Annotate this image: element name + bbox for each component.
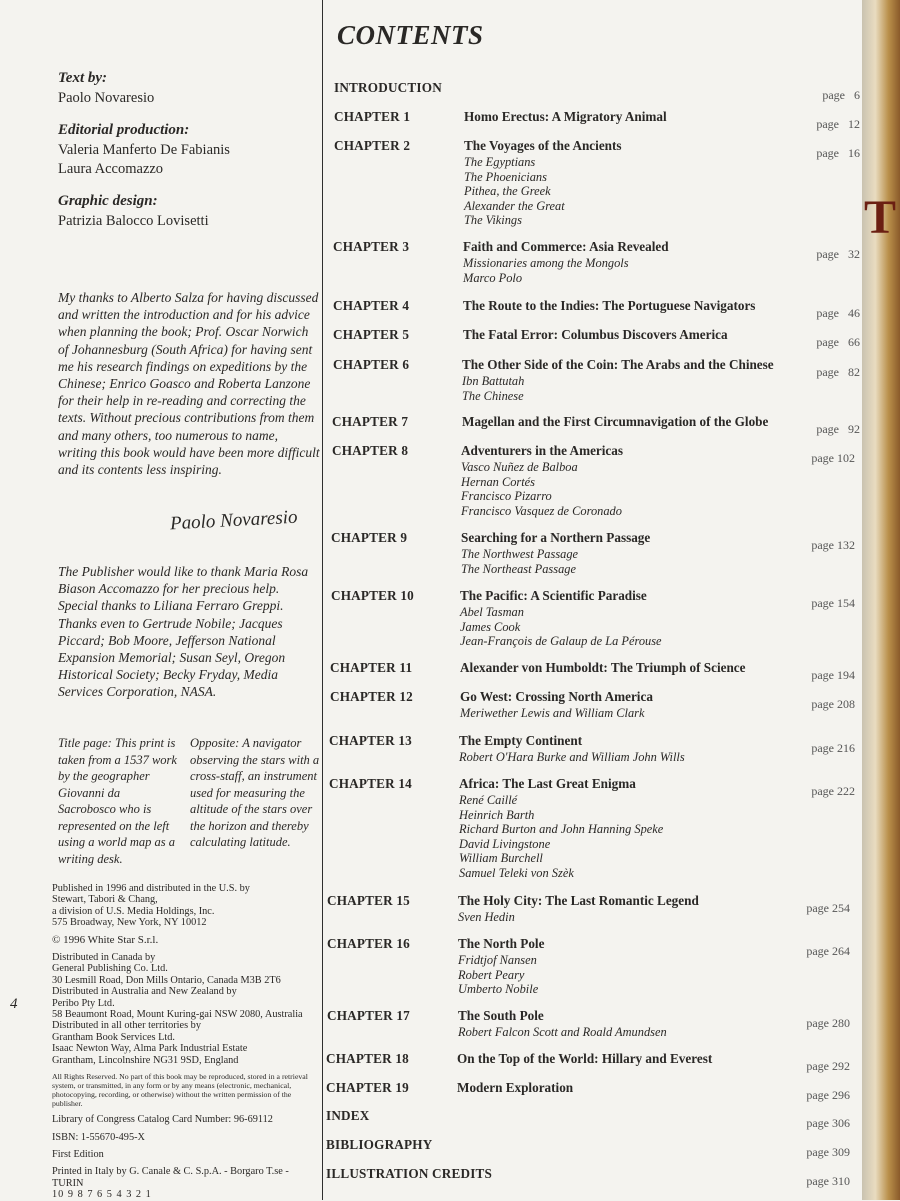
toc-page-number: page 310 xyxy=(806,1174,850,1188)
toc-entry-title: Africa: The Last Great Enigma xyxy=(459,776,636,791)
toc-subtitle: Robert Falcon Scott and Roald Amundsen xyxy=(458,1025,667,1039)
toc-entry-label: CHAPTER 1 xyxy=(334,109,411,124)
toc-entry-label: CHAPTER 9 xyxy=(331,530,408,545)
isbn: ISBN: 1-55670-495-X xyxy=(52,1131,145,1143)
toc-entry-title: Magellan and the First Circumnavigation of the Globe xyxy=(462,414,769,429)
toc-entry-subtitles xyxy=(458,910,515,925)
toc-entry-label: CHAPTER 12 xyxy=(330,689,413,704)
toc-entry-label: CHAPTER 3 xyxy=(333,239,410,254)
toc-subtitle: Hernan Cortés xyxy=(461,474,535,489)
toc-entry-label: CHAPTER 19 xyxy=(326,1080,409,1095)
toc-page-number: page 216 xyxy=(811,741,855,755)
page-number: 4 xyxy=(10,996,18,1012)
credit-heading: Editorial production: xyxy=(58,122,190,138)
toc-entry-title: The Other Side of the Coin: The Arabs and the Chinese xyxy=(462,357,774,372)
toc-entry-title: Alexander von Humboldt: The Triumph of Science xyxy=(460,660,746,675)
pub-line: General Publishing Co. Ltd. xyxy=(52,963,168,975)
pub-line: Grantham Book Services Ltd. xyxy=(52,1031,175,1043)
toc-subtitle: James Cook xyxy=(460,619,521,634)
toc-subtitle: Samuel Teleki von Szèk xyxy=(459,865,574,880)
lccn: Library of Congress Catalog Card Number: 96-69112 xyxy=(52,1114,273,1126)
toc-subtitle: The Chinese xyxy=(462,388,524,403)
toc-subtitle: Abel Tasman xyxy=(460,605,524,619)
toc-page-number: page 194 xyxy=(811,668,855,682)
toc-entry-subtitles xyxy=(458,953,538,997)
toc-page-number: page 154 xyxy=(811,596,855,610)
toc-entry-label: CHAPTER 17 xyxy=(327,1008,410,1023)
toc-entry-subtitles xyxy=(464,155,565,228)
edition: First Edition xyxy=(52,1148,104,1160)
pub-line: a division of U.S. Media Holdings, Inc. xyxy=(52,905,215,917)
toc-entry-title: The Holy City: The Last Romantic Legend xyxy=(458,893,699,908)
toc-entry-title: The Voyages of the Ancients xyxy=(464,138,622,153)
toc-subtitle: Robert Peary xyxy=(458,967,525,982)
credit-name: Paolo Novaresio xyxy=(58,90,155,106)
toc-entry-title: Adventurers in the Americas xyxy=(461,443,624,458)
toc-subtitle: René Caillé xyxy=(459,793,518,807)
toc-entry-label: CHAPTER 4 xyxy=(333,298,410,313)
credit-editorial xyxy=(58,122,320,179)
toc-entry-label: CHAPTER 18 xyxy=(326,1051,409,1066)
toc-entry-title: The Route to the Indies: The Portuguese Navigators xyxy=(463,298,756,313)
toc-entry-title: Faith and Commerce: Asia Revealed xyxy=(463,239,669,254)
toc-entry-title: The North Pole xyxy=(458,936,545,951)
caption-title-page: Title page: This print is taken from a 1537 work by the geographer Giovanni da Sacrobosco who is represented on the left using a world map as a writing desk. xyxy=(58,736,177,866)
toc-entry-title: The Pacific: A Scientific Paradise xyxy=(460,588,647,603)
toc-subtitle: Robert O'Hara Burke and William John Wills xyxy=(459,750,685,764)
facing-page-letter-fragment: T xyxy=(864,191,897,244)
toc-page-number: page 32 xyxy=(816,247,860,261)
pub-line: Published in 1996 and distributed in the U.S. by xyxy=(52,883,250,894)
toc-entry-label: CHAPTER 13 xyxy=(329,733,412,748)
pub-line: 58 Beaumont Road, Mount Kuring-gai NSW 2080, Australia xyxy=(52,1009,303,1021)
toc-entry-label: BIBLIOGRAPHY xyxy=(326,1137,433,1152)
pub-line: Grantham, Lincolnshire NG31 9SD, England xyxy=(52,1054,239,1066)
toc-page-number: page 132 xyxy=(811,538,855,552)
toc-entry-label: CHAPTER 5 xyxy=(333,327,410,342)
toc-subtitle: David Livingstone xyxy=(459,836,551,851)
toc-entry-title: On the Top of the World: Hillary and Everest xyxy=(457,1051,713,1066)
toc-subtitle: Sven Hedin xyxy=(458,910,515,924)
toc-subtitle: The Phoenicians xyxy=(464,169,547,184)
toc-page-number: page 254 xyxy=(806,901,850,915)
toc-page-number: page 296 xyxy=(806,1088,850,1102)
toc-subtitle: Meriwether Lewis and William Clark xyxy=(460,706,645,720)
toc-entry-label: CHAPTER 16 xyxy=(327,936,410,951)
toc-entry-label: INDEX xyxy=(326,1108,370,1123)
toc-page-number: page 46 xyxy=(816,306,860,320)
toc-subtitle: Richard Burton and John Hanning Speke xyxy=(459,822,664,836)
toc-page-number: page 66 xyxy=(816,335,860,349)
toc-entry-subtitles xyxy=(459,793,663,880)
pub-line: Distributed in all other territories by xyxy=(52,1020,201,1032)
toc-subtitle: The Northwest Passage xyxy=(461,547,579,561)
author-signature: Paolo Novaresio xyxy=(169,506,298,535)
publisher-thanks: The Publisher would like to thank Maria Rosa Biason Accomazzo for her precious help. Special thanks to Liliana Ferraro Greppi. Thanks even to Gertrude Nobile; Jacques Piccard; Bob Moore, Jefferson National Expansion Memorial; Susan Seyl, Oregon Historical Society; Becky Fryday, Media Services Corporation, NASA. xyxy=(58,564,309,700)
toc-entry-title: Go West: Crossing North America xyxy=(460,689,653,704)
toc-subtitle: Ibn Battutah xyxy=(462,374,525,388)
credit-name: Patrizia Balocco Lovisetti xyxy=(58,213,209,229)
toc-entry-label: CHAPTER 6 xyxy=(333,357,410,372)
toc-entry-label: CHAPTER 7 xyxy=(332,414,409,429)
toc-page-number: page 208 xyxy=(811,697,855,711)
author-acknowledgement: My thanks to Alberto Salza for having discussed and written the introduction and for his advice when planning the book; Prof. Oscar Norwich of Johannesburg (South Africa) for having sent me his research findings on expeditions by the Chinese; Enrico Goasco and Roberta Lanzone for their help in re-reading and correcting the texts. Without precious contributions from them and many others, too numerous to name, writing this book would have been more difficult and its contents less inspiring. xyxy=(58,290,320,478)
toc-page-number: page 6 xyxy=(822,88,860,102)
contents-heading: CONTENTS xyxy=(337,20,484,50)
toc-subtitle: Fridtjof Nansen xyxy=(458,953,537,967)
toc-page-number: page 82 xyxy=(816,365,860,379)
toc-entry-title: Searching for a Northern Passage xyxy=(461,530,651,545)
toc-entry-label: CHAPTER 11 xyxy=(330,660,413,675)
toc-subtitle: Vasco Nuñez de Balboa xyxy=(461,460,578,474)
print-line: 10 9 8 7 6 5 4 3 2 1 xyxy=(52,1189,152,1201)
toc-entry-title: Homo Erectus: A Migratory Animal xyxy=(464,109,667,124)
pub-line: Isaac Newton Way, Alma Park Industrial Estate xyxy=(52,1043,248,1055)
copyright: © 1996 White Star S.r.l. xyxy=(52,933,159,946)
toc-page-number: page 264 xyxy=(806,944,850,958)
toc-subtitle: Francisco Pizarro xyxy=(461,489,552,503)
toc-entry-title: The Empty Continent xyxy=(459,733,583,748)
toc-subtitle: Umberto Nobile xyxy=(458,982,539,996)
credit-heading: Graphic design: xyxy=(58,193,158,209)
credits-section xyxy=(58,70,320,245)
toc-entry-label: CHAPTER 15 xyxy=(327,893,410,908)
toc-subtitle: William Burchell xyxy=(459,851,543,865)
pub-line: Distributed in Canada by xyxy=(52,952,156,964)
toc-entry-subtitles xyxy=(461,547,578,576)
facing-page-edge xyxy=(862,0,900,1200)
printer: Printed in Italy by G. Canale & C. S.p.A. - Borgaro T.se - TURIN xyxy=(52,1166,289,1189)
toc-subtitle: The Egyptians xyxy=(464,155,536,169)
toc-subtitle: Marco Polo xyxy=(463,270,523,285)
toc-entry-title: Modern Exploration xyxy=(457,1080,574,1095)
toc-page-number: page 102 xyxy=(811,451,855,465)
toc-entry-subtitles xyxy=(461,460,622,518)
credit-text-by xyxy=(58,70,320,108)
toc-entry-subtitles xyxy=(458,1025,667,1040)
toc-entry-label: CHAPTER 2 xyxy=(334,138,411,153)
toc-page-number: page 12 xyxy=(816,117,860,131)
toc-page-number: page 222 xyxy=(811,784,855,798)
pub-line: Stewart, Tabori & Chang, xyxy=(52,894,158,906)
rights-notice: All Rights Reserved. No part of this book may be reproduced, stored in a retrieval system, or transmitted, in any form or by any means (electronic, mechanical, photocopying, recording, or otherwise) without the written permission of the publisher. xyxy=(52,1072,308,1109)
pub-line: Peribo Pty Ltd. xyxy=(52,997,115,1009)
toc-page-number: page 309 xyxy=(806,1145,850,1159)
toc-entry-title: The South Pole xyxy=(458,1008,544,1023)
credit-name: Laura Accomazzo xyxy=(58,161,164,177)
toc-page-number: page 280 xyxy=(806,1016,850,1030)
pub-line: Distributed in Australia and New Zealand by xyxy=(52,986,237,998)
column-divider xyxy=(322,0,323,1200)
toc-page-number: page 292 xyxy=(806,1059,850,1073)
toc-subtitle: Heinrich Barth xyxy=(459,807,535,822)
toc-entry-subtitles xyxy=(462,374,524,403)
toc-page-number: page 306 xyxy=(806,1116,850,1130)
toc-entry-subtitles xyxy=(460,605,662,649)
toc-entry-label: CHAPTER 10 xyxy=(331,588,414,603)
credit-name: Valeria Manferto De Fabianis xyxy=(58,142,230,158)
pub-line: 575 Broadway, New York, NY 10012 xyxy=(52,917,207,929)
toc-entry-title: The Fatal Error: Columbus Discovers America xyxy=(463,327,728,342)
toc-entry-subtitles xyxy=(463,256,629,285)
pub-line: 30 Lesmill Road, Don Mills Ontario, Canada M3B 2T6 xyxy=(52,974,281,986)
toc-entry-label: INTRODUCTION xyxy=(334,80,442,95)
publication-info xyxy=(52,883,317,1201)
toc-subtitle: Alexander the Great xyxy=(464,198,565,213)
toc-page-number: page 92 xyxy=(816,422,860,436)
toc-entry-label: CHAPTER 8 xyxy=(332,443,409,458)
toc-subtitle: The Northeast Passage xyxy=(461,561,576,576)
toc-subtitle: The Vikings xyxy=(464,213,522,227)
toc-subtitle: Francisco Vasquez de Coronado xyxy=(461,503,622,518)
toc-page-number: page 16 xyxy=(816,146,860,160)
toc-entry-label: CHAPTER 14 xyxy=(329,776,412,791)
toc-subtitle: Pithea, the Greek xyxy=(464,184,551,198)
toc-subtitle: Jean-François de Galaup de La Pérouse xyxy=(460,634,662,648)
toc-entry-label: ILLUSTRATION CREDITS xyxy=(326,1166,493,1181)
toc-entry-subtitles xyxy=(460,706,644,721)
toc-entry-subtitles xyxy=(459,750,685,765)
credit-heading: Text by: xyxy=(58,70,108,86)
caption-opposite: Opposite: A navigator observing the stars with a cross-staff, an instrument used for measuring the altitude of the stars over the horizon and thereby calculating latitude. xyxy=(190,736,320,849)
credit-graphic-design xyxy=(58,193,320,231)
toc-subtitle: Missionaries among the Mongols xyxy=(463,256,629,270)
